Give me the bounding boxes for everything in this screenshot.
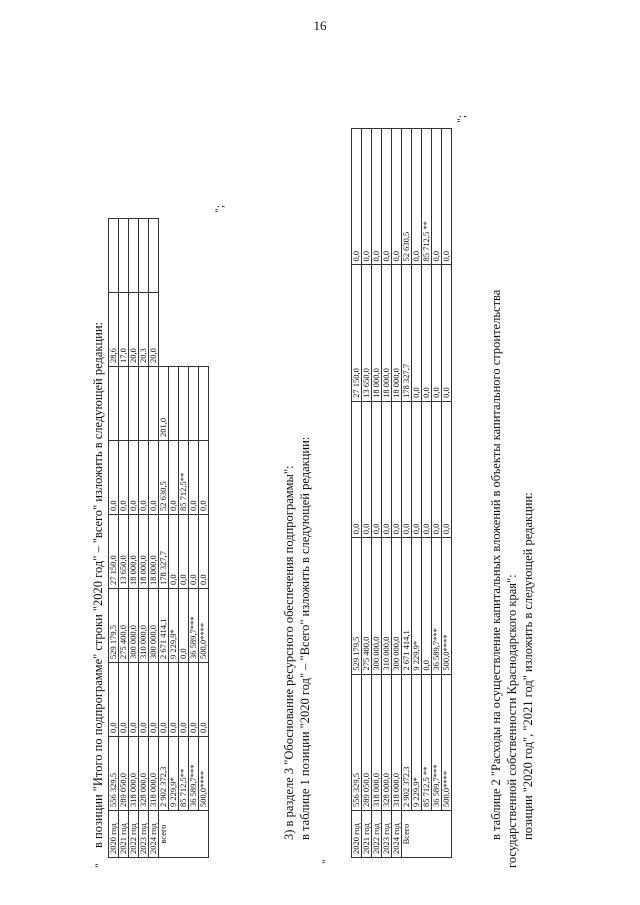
- table-cell: 310 000,0: [382, 538, 392, 674]
- table-row: [382, 129, 392, 858]
- table-cell: 0,0: [382, 401, 392, 537]
- table-cell: 201,0: [159, 367, 169, 441]
- table-cell: 0,0: [129, 663, 139, 737]
- table-cell: 36 589,7***: [189, 737, 199, 811]
- section-3-heading: 3) в разделе 3 "Обоснование ресурсного обеспечения подпрограммы":: [282, 465, 296, 840]
- table-cell: 2024 год: [149, 811, 159, 858]
- table-subprogram-total: [108, 218, 209, 858]
- table-cell: 0,0: [392, 401, 402, 537]
- table-cell: 0,0: [109, 441, 119, 515]
- table-row: [422, 129, 432, 858]
- table-cell: 0,0: [179, 515, 189, 589]
- table-cell: 2 902 372,3: [402, 674, 412, 810]
- table-cell: 18 000,0: [129, 515, 139, 589]
- table-cell: 2023 год: [139, 811, 149, 858]
- table-cell: 27 150,0: [109, 515, 119, 589]
- table-cell: 0,0: [432, 129, 442, 265]
- table-cell: 20,0: [129, 293, 139, 367]
- table-cell: [179, 367, 189, 441]
- table-cell: 300 000,0: [149, 589, 159, 663]
- table-cell: 178 327,7: [402, 265, 412, 401]
- table-cell: 0,0: [169, 441, 179, 515]
- table-cell: 0,0: [119, 441, 129, 515]
- table-row: [139, 219, 149, 858]
- table-cell: 2020 год: [352, 811, 362, 858]
- table-row: [352, 129, 362, 858]
- table-cell: 0,0: [109, 663, 119, 737]
- table-cell: 556 329,5: [352, 674, 362, 810]
- table-cell: 0,0: [362, 401, 372, 537]
- table-cell: 0,0: [442, 265, 452, 401]
- table-cell: 52 630,5: [159, 441, 169, 515]
- table-cell: [149, 219, 159, 293]
- table-row: [169, 219, 179, 858]
- table-row: [109, 219, 119, 858]
- table-row: [412, 129, 422, 858]
- table-cell: 13 650,0: [362, 265, 372, 401]
- table-cell: 18 000,0: [392, 265, 402, 401]
- table-cell: 556 329,5: [109, 737, 119, 811]
- table-cell: 0,0: [422, 538, 432, 674]
- table-row: [362, 129, 372, 858]
- table-cell: [129, 219, 139, 293]
- table-cell: 0,0: [422, 401, 432, 537]
- table-cell: 27 150,0: [352, 265, 362, 401]
- page-number: 16: [313, 18, 327, 33]
- table-cell: [119, 219, 129, 293]
- table-cell: 500,0****: [199, 737, 209, 811]
- table-cell: 85 712,5 **: [422, 129, 432, 265]
- table-cell: 9 229,9*: [412, 538, 422, 674]
- table-cell: 0,0: [159, 663, 169, 737]
- quote-open-1: ": [92, 863, 106, 868]
- table-cell: 2020 год: [109, 811, 119, 858]
- table-cell: 0,0: [432, 401, 442, 537]
- table-cell: 17,0: [119, 293, 129, 367]
- table-row: [392, 129, 402, 858]
- table-cell: 0,0: [139, 441, 149, 515]
- table2-paragraph-line1: в таблице 2 "Расходы на осуществление капитальных вложений в объекты капитального строительства: [489, 289, 503, 840]
- table-cell: 20,0: [149, 293, 159, 367]
- intro-paragraph-2: в таблице 1 позиции "2020 год" – "Всего" изложить в следующей редакции:: [298, 436, 312, 840]
- table-row: [149, 219, 159, 858]
- table-cell: 0,0: [179, 589, 189, 663]
- table-cell: 0,0: [392, 129, 402, 265]
- table-cell: 0,0: [412, 129, 422, 265]
- table-cell: 318 000,0: [372, 674, 382, 810]
- table-cell: 0,0: [149, 441, 159, 515]
- table-cell: [139, 219, 149, 293]
- table-row: [119, 219, 129, 858]
- table-cell: 36 589,7***: [432, 674, 442, 810]
- table-cell: [119, 367, 129, 441]
- table-cell: 289 050,0: [119, 737, 129, 811]
- table-cell: [139, 367, 149, 441]
- table-cell: 9 229,9*: [169, 737, 179, 811]
- table-cell: [189, 367, 199, 441]
- intro-paragraph-1: в позиции "Итого по подпрограмме" строки "2020 год" – "всего" изложить в следующей редакции:: [91, 322, 105, 848]
- table-cell: 2 902 372,3: [159, 737, 169, 811]
- table-cell: Всего: [402, 811, 452, 858]
- table-cell: 9 229,9*: [412, 674, 422, 810]
- table-row: [442, 129, 452, 858]
- table-cell: 300 000,0: [372, 538, 382, 674]
- table-row: [432, 129, 442, 858]
- table-cell: 318 000,0: [129, 737, 139, 811]
- table-cell: 0,0: [382, 129, 392, 265]
- table-cell: 0,0: [442, 129, 452, 265]
- table-cell: 0,0: [169, 663, 179, 737]
- table-cell: 328 000,0: [382, 674, 392, 810]
- table-cell: 529 179,5: [109, 589, 119, 663]
- rotated-content: [91, 78, 574, 868]
- table-cell: 0,0: [139, 663, 149, 737]
- table-cell: [169, 367, 179, 441]
- table-cell: 2022 год: [372, 811, 382, 858]
- table-cell: 85 712,5**: [179, 737, 189, 811]
- table-cell: 300 000,0: [392, 538, 402, 674]
- table-cell: 0,0: [199, 441, 209, 515]
- table-cell: 36 589,7***: [189, 589, 199, 663]
- table-cell: 318 000,0: [392, 674, 402, 810]
- table-cell: 0,0: [189, 515, 199, 589]
- table-cell: 328 000,0: [139, 737, 149, 811]
- table-row: [179, 219, 189, 858]
- table-cell: 0,0: [372, 401, 382, 537]
- table-row: [199, 219, 209, 858]
- table-cell: [129, 367, 139, 441]
- table-row: [372, 129, 382, 858]
- table-cell: 2021 год: [362, 811, 372, 858]
- table-cell: всего: [159, 811, 209, 858]
- table-cell: 36 589,7***: [432, 538, 442, 674]
- table-resources-1: [351, 128, 452, 858]
- table-cell: 18 000,0: [372, 265, 382, 401]
- table-cell: 2023 год: [382, 811, 392, 858]
- table-cell: 0,0: [179, 663, 189, 737]
- table-cell: 0,0: [352, 129, 362, 265]
- table-cell: 0,0: [119, 663, 129, 737]
- table-cell: 85 712,5**: [179, 441, 189, 515]
- quote-close-2: ";: [454, 114, 468, 123]
- table-cell: 28,6: [109, 293, 119, 367]
- table-cell: 0,0: [199, 515, 209, 589]
- table-cell: 500,0****: [199, 589, 209, 663]
- table-cell: 0,0: [352, 401, 362, 537]
- table-row: [402, 129, 412, 858]
- table-cell: 0,0: [199, 663, 209, 737]
- table-cell: 0,0: [412, 265, 422, 401]
- table-cell: 289 050,0: [362, 674, 372, 810]
- table-cell: 275 400,0: [362, 538, 372, 674]
- table-cell: 300 000,0: [129, 589, 139, 663]
- quote-open-2: ": [319, 859, 333, 864]
- table-row: [159, 219, 169, 858]
- table-cell: 0,0: [169, 515, 179, 589]
- table-cell: 0,0: [189, 441, 199, 515]
- table-cell: [109, 219, 119, 293]
- table-row: [129, 219, 139, 858]
- quote-close-1: ";: [212, 204, 226, 213]
- table-cell: 0,0: [372, 129, 382, 265]
- table-cell: 0,0: [432, 265, 442, 401]
- table-cell: 2024 год: [392, 811, 402, 858]
- table-cell: 2021 год: [119, 811, 129, 858]
- table-cell: 0,0: [362, 129, 372, 265]
- table-cell: 0,0: [422, 265, 432, 401]
- table-cell: 20,3: [139, 293, 149, 367]
- table-cell: 275 400,0: [119, 589, 129, 663]
- table-cell: [109, 367, 119, 441]
- table-row: [189, 219, 199, 858]
- table-cell: 0,0: [149, 663, 159, 737]
- table-cell: 85 712,5 **: [422, 674, 432, 810]
- table-cell: 0,0: [402, 401, 412, 537]
- table-cell: 2 671 414,1: [159, 589, 169, 663]
- table-cell: 529 179,5: [352, 538, 362, 674]
- table-cell: 52 630,5: [402, 129, 412, 265]
- table-cell: 9 229,9*: [169, 589, 179, 663]
- table-cell: 318 000,0: [149, 737, 159, 811]
- table-cell: 0,0: [412, 401, 422, 537]
- table-cell: 2022 год: [129, 811, 139, 858]
- table-cell: 0,0: [129, 441, 139, 515]
- table-cell: 18 000,0: [382, 265, 392, 401]
- table-cell: 500,0****: [442, 538, 452, 674]
- table-cell: 0,0: [442, 401, 452, 537]
- table-cell: 2 671 414,1: [402, 538, 412, 674]
- table-cell: 0,0: [189, 663, 199, 737]
- table-cell: [199, 367, 209, 441]
- table-cell: 13 650,0: [119, 515, 129, 589]
- table-cell: 178 327,7: [159, 515, 169, 589]
- table-cell: 18 000,0: [149, 515, 159, 589]
- table2-paragraph-line3: позиции "2020 год", "2021 год" изложить в следующей редакции:: [521, 492, 535, 840]
- table2-paragraph-line2: государственной собственности Краснодарского края":: [505, 574, 519, 868]
- table-cell: 310 000,0: [139, 589, 149, 663]
- table-cell: 500,0****: [442, 674, 452, 810]
- table-cell: 18 000,0: [139, 515, 149, 589]
- table-cell: [149, 367, 159, 441]
